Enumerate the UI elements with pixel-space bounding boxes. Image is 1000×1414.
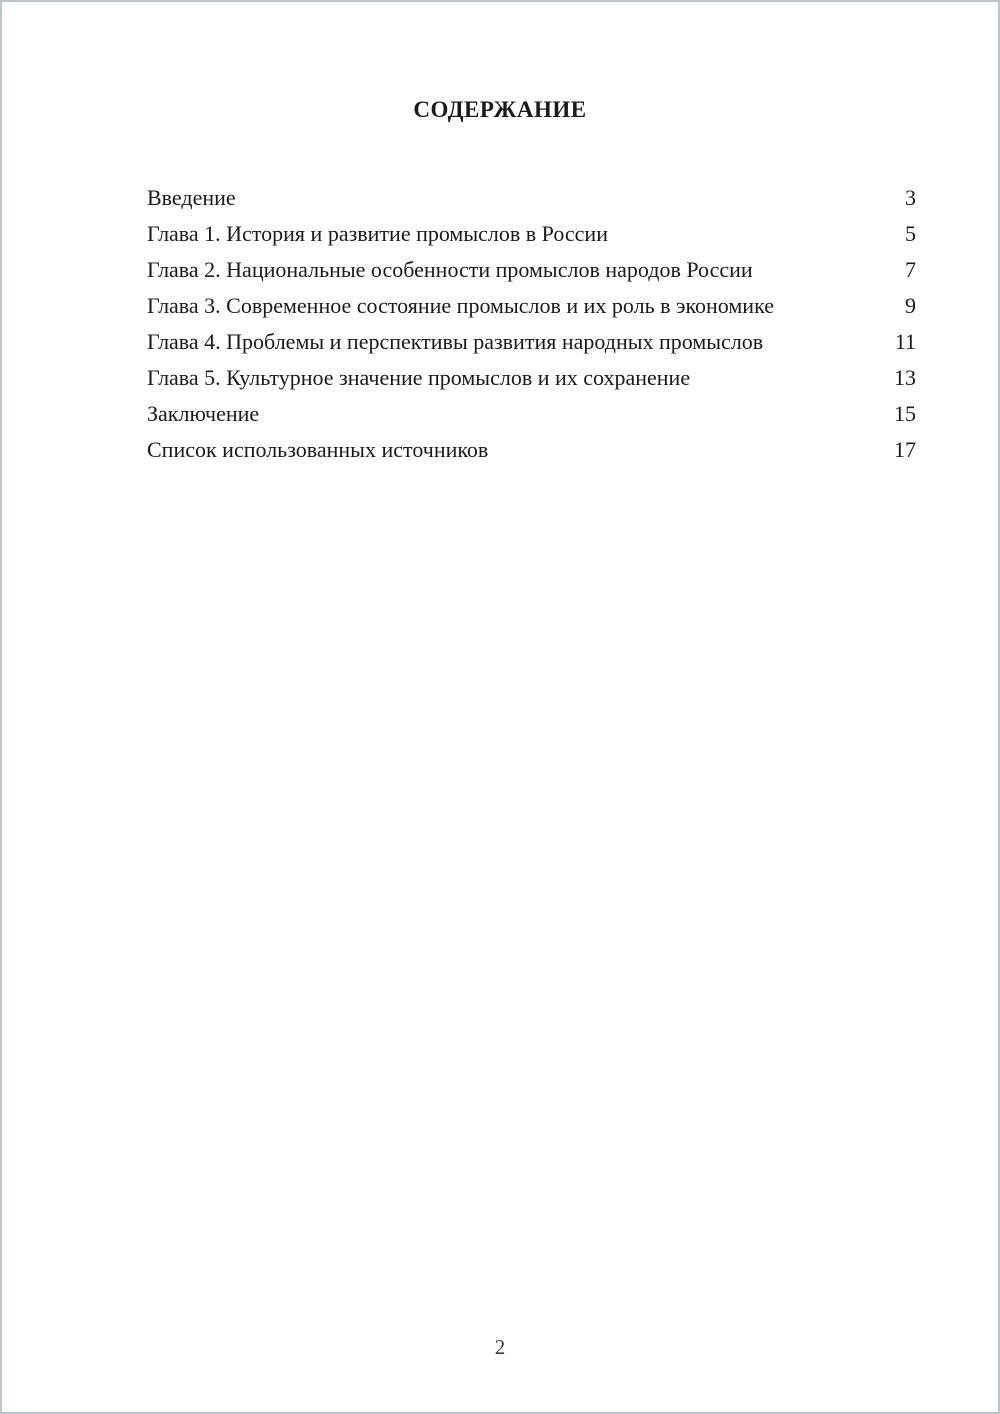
- toc-entry-page-number: 5: [905, 221, 916, 246]
- toc-entry-page-number: 11: [894, 329, 916, 354]
- toc-entry: [147, 361, 916, 394]
- toc-entry-label: Глава 2. Национальные особенности промыслов народов России: [147, 257, 753, 282]
- toc-entry: [147, 433, 916, 466]
- toc-entry-label: Глава 5. Культурное значение промыслов и их сохранение: [147, 365, 691, 390]
- table-of-contents: [2, 181, 998, 466]
- toc-entry-page-number: 3: [905, 185, 916, 210]
- toc-entry-label: Глава 3. Современное состояние промыслов и их роль в экономике: [147, 293, 774, 318]
- toc-entry-label: Глава 4. Проблемы и перспективы развития народных промыслов: [147, 329, 764, 354]
- toc-entry-page-number: 7: [905, 257, 916, 282]
- toc-entry: [147, 289, 916, 322]
- toc-entry: [147, 397, 916, 430]
- page-title: СОДЕРЖАНИЕ: [413, 97, 587, 122]
- toc-entry-page-number: 15: [894, 401, 916, 426]
- footer-page-number: 2: [494, 1335, 506, 1359]
- toc-entry-label: Заключение: [147, 401, 260, 426]
- toc-entry: [147, 181, 916, 214]
- toc-entry-page-number: 17: [894, 437, 916, 462]
- toc-entry: [147, 217, 916, 250]
- toc-entry-page-number: 9: [905, 293, 916, 318]
- toc-entry: [147, 253, 916, 286]
- toc-entry-label: Введение: [147, 185, 236, 210]
- toc-entry: [147, 325, 916, 358]
- toc-entry-label: Глава 1. История и развитие промыслов в России: [147, 221, 608, 246]
- toc-entry-page-number: 13: [894, 365, 916, 390]
- toc-entry-label: Список использованных источников: [147, 437, 489, 462]
